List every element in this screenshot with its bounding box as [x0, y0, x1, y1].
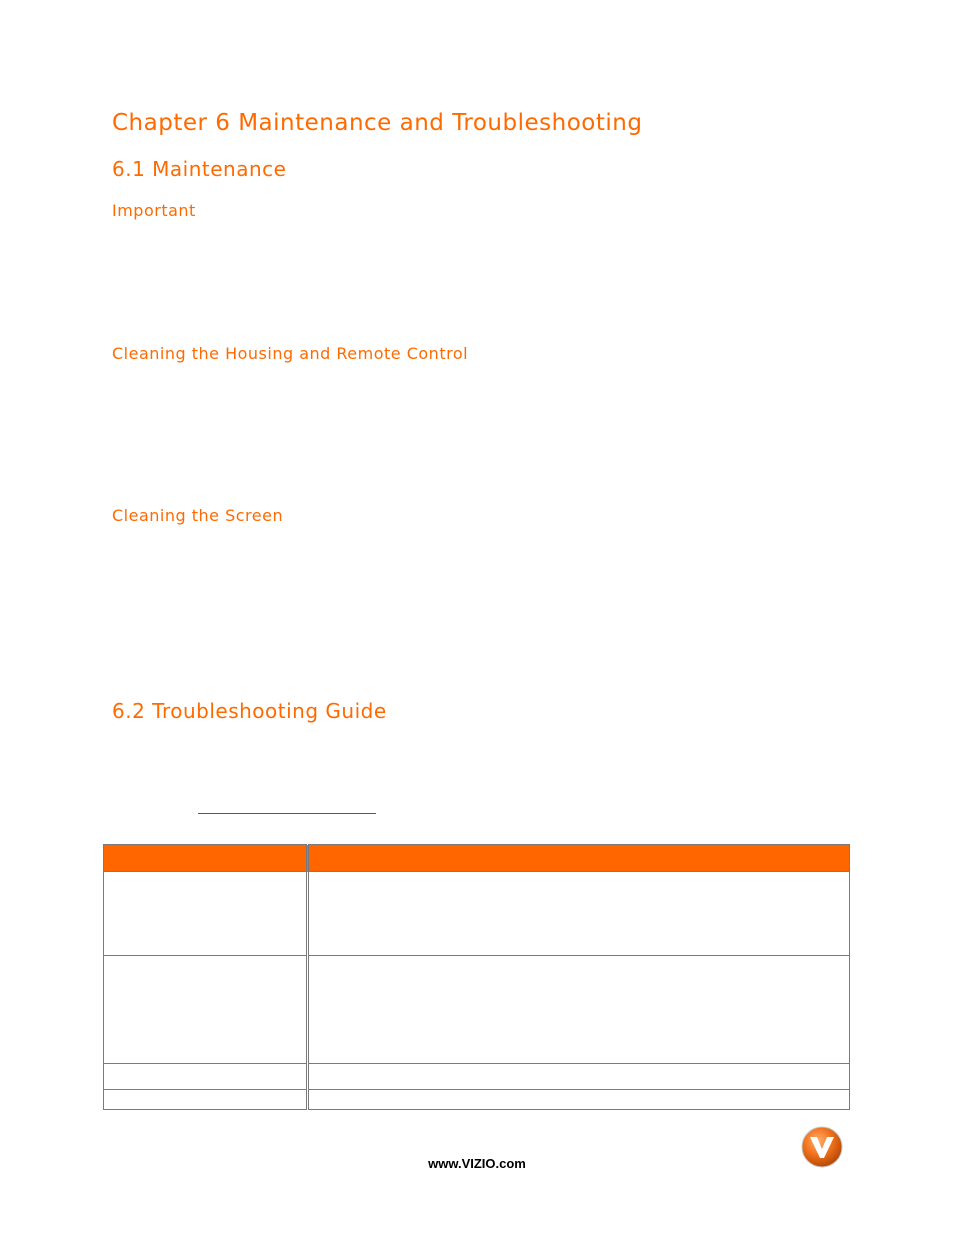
troubleshooting-table [103, 844, 850, 1110]
table-row [104, 1090, 850, 1110]
chapter-title: Chapter 6 Maintenance and Troubleshooting [112, 110, 643, 136]
table-cell [308, 1064, 850, 1090]
table-header-cell [104, 845, 308, 872]
table-cell [104, 1090, 308, 1110]
section-troubleshooting-heading: 6.2 Troubleshooting Guide [112, 699, 387, 723]
table-row [104, 1064, 850, 1090]
table-cell [308, 956, 850, 1064]
table-header-cell [308, 845, 850, 872]
subsection-important-heading: Important [112, 201, 196, 220]
table-cell [308, 872, 850, 956]
table-cell [104, 1064, 308, 1090]
vizio-logo-icon [801, 1126, 843, 1168]
table-row [104, 872, 850, 956]
hyperlink-underline[interactable] [198, 813, 376, 814]
table-header-row [104, 845, 850, 872]
table-row [104, 956, 850, 1064]
table-cell [308, 1090, 850, 1110]
section-maintenance-heading: 6.1 Maintenance [112, 157, 287, 181]
subsection-cleaning-screen-heading: Cleaning the Screen [112, 506, 284, 525]
footer-url: www.VIZIO.com [428, 1156, 526, 1171]
table-cell [104, 956, 308, 1064]
subsection-cleaning-housing-heading: Cleaning the Housing and Remote Control [112, 344, 469, 363]
table-cell [104, 872, 308, 956]
